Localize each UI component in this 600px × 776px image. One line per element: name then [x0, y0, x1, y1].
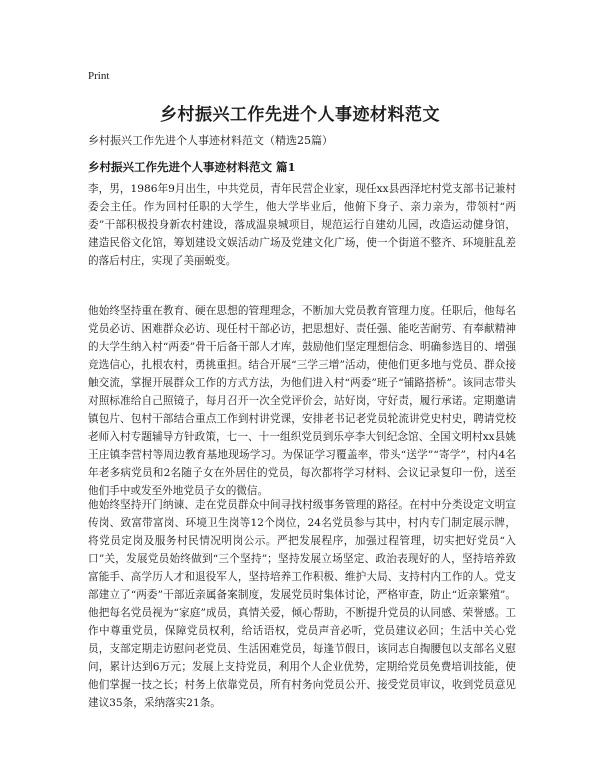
print-link[interactable]: Print — [88, 70, 110, 82]
document-subtitle: 乡村振兴工作先进个人事迹材料范文（精选25篇） — [88, 134, 333, 147]
body-paragraph: 他始终坚持开门纳谏、走在党员群众中间寻找村级事务管理的路径。在村中分类设定文明宣传岗、致富带富岗、环境卫生岗等12个岗位，24名党员参与其中，村内专门制定展示牌，将党员定岗及服务村民情况明岗公示。严把发展程序，加强过程管理，切实把好党员“入口”关，发展党员始终做到“三个坚持”；坚持发展立场坚定、政治表现好的人，坚持培养致富能手、高学历人才和退役军人，坚持培养工作积极、维护大局、支持村内工作的人。党支部建立了“两委”干部近亲属备案制度，发展党员时集体讨论，严格审查，防止“近亲繁殖”。他把每名党员视为“家庭”成员，真情关爱，倾心帮助，不断提升党员的认同感、荣誉感。工作中尊重党员，保障党员权利，给话语权，党员声音必听，党员建议必回；生活中关心党员，支部定期走访慰问老党员、生活困难党员，每逢节假日，该同志自掏腰包以支部名义慰问，累计达到6万元；发展上支持党员，利用个人企业优势，定期给党员免费培训技能，使他们掌握一技之长；村务上依靠党员，所有村务向党员公开、接受党员审议，收到党员意见建议35条，采纳落实21条。 — [88, 499, 516, 709]
body-paragraph: 他始终坚持重在教育、硬在思想的管理理念，不断加大党员教育管理力度。任职后，他每名党员必访、困难群众必访、现任村干部必访，把思想好、责任强、能吃苦耐劳、有奉献精神的大学生纳入村“两委”骨干后备干部人才库，鼓励他们坚定理想信念、明确参选目的、增强竞选信心，扎根农村，勇挑重担。结合开展“三学三增”活动，使他们更多地与党员、群众接触交流，掌握开展群众工作的方式方法，为他们进入村“两委”班子“铺路搭桥”。该同志带头对照标准给自己照镜子，每月召开一次全党评价会，站好岗，守好责，履行承诺。定期邀请镇包片、包村干部结合重点工作到村讲党课，安排老书记老党员轮流讲党史村史，聘请党校老师入村专题辅导方针政策，七一、十一组织党员到乐亭李大钊纪念馆、全国文明村xx县姚王庄镇李营村等周边教育基地现场学习。为保证学习覆盖率，带头“送学”“寄学”，村内4名年老多病党员和2名随子女在外居住的党员，每次都将学习材料、会议记录复印一份，送至他们手中或发至外地党员子女的微信。 — [88, 305, 516, 497]
document-title: 乡村振兴工作先进个人事迹材料范文 — [160, 105, 440, 125]
section-heading: 乡村振兴工作先进个人事迹材料范文 篇1 — [88, 160, 296, 174]
body-paragraph: 李，男，1986年9月出生，中共党员，青年民营企业家，现任xx县西泽坨村党支部书记兼村委会主任。作为回村任职的大学生，他大学毕业后，他俯下身子、亲力亲为，带领村“两委”干部积极投身新农村建设，落成温泉城项目，规范运行自建幼儿园，改造运动健身馆，建造民俗文化馆，筹划建设文娱活动广场及党建文化广场，使一个街道不整齐、环境脏乱差的落后村庄，实现了美丽蜕变。 — [88, 183, 516, 267]
